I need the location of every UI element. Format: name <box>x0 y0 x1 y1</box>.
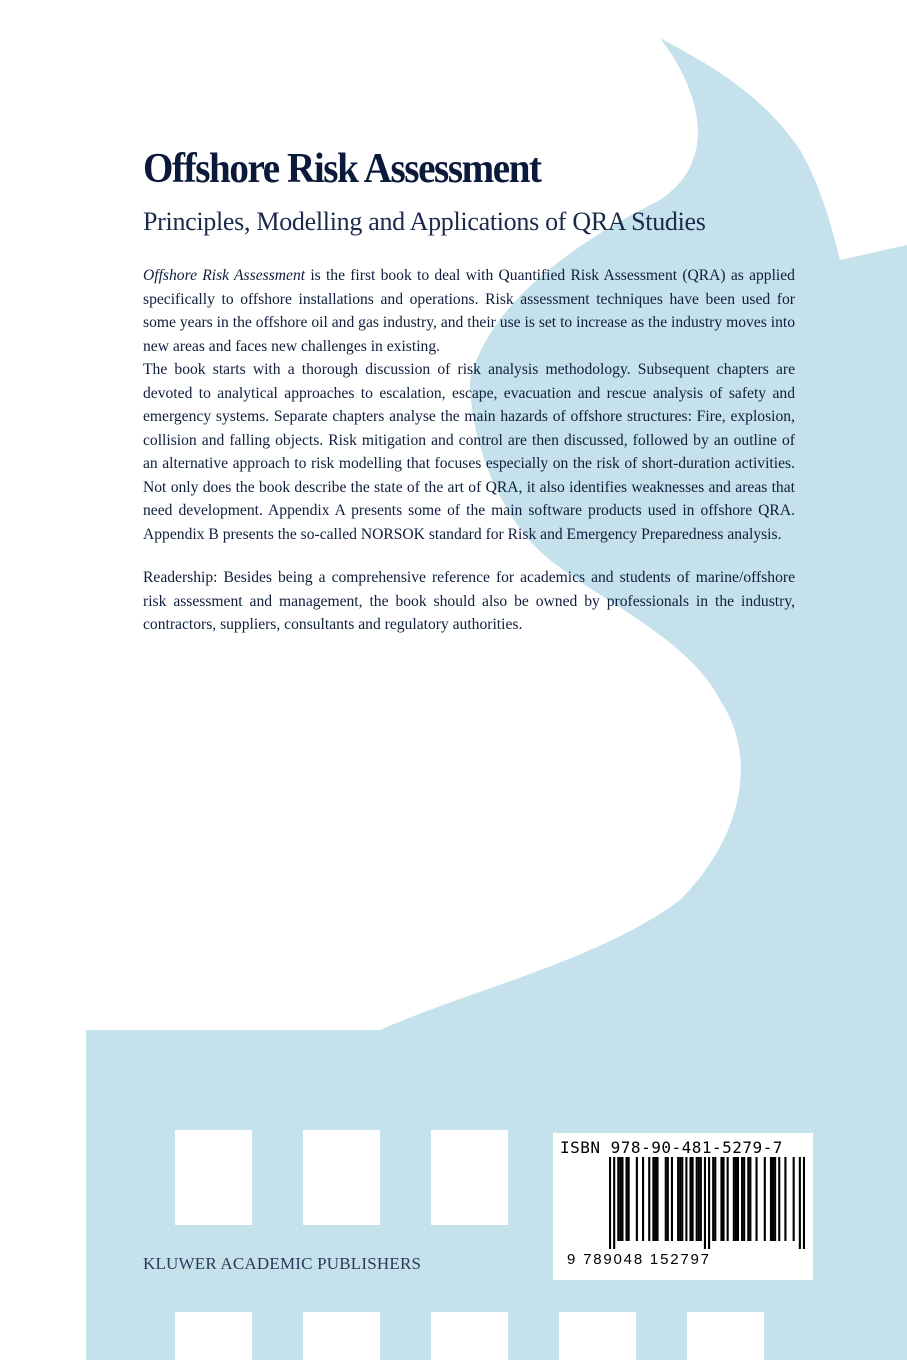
window-2 <box>303 1130 380 1225</box>
barcode-bar <box>720 1157 722 1241</box>
barcode-bar <box>784 1157 786 1241</box>
barcode-bar <box>747 1157 749 1241</box>
barcode-bar <box>714 1157 716 1241</box>
flame-inner-shape <box>600 690 710 830</box>
barcode-bar <box>755 1157 757 1241</box>
barcode-bar <box>793 1157 795 1241</box>
window-4 <box>175 1312 252 1360</box>
barcode-bar <box>671 1157 673 1241</box>
barcode-bar <box>642 1157 644 1241</box>
barcode-bar <box>700 1157 702 1241</box>
barcode-bar <box>733 1157 735 1241</box>
window-5 <box>303 1312 380 1360</box>
blurb-paragraph-2: The book starts with a thorough discussion of risk analysis methodology. Subsequent chapters are devoted to analytical approaches to escalation, escape, evacuation and rescue analysis of safety and emergency systems. Separate chapters analyse the main hazards of offshore structures: Fire, explosion, collision and falling objects. Risk mitigation and control are then discussed, followed by an outline of an alternative approach to risk modelling that focuses especially on the risk of short-duration activities. Not only does the book describe the state of the art of QRA, it also identifies weaknesses and areas that need development. Appendix A presents some of the main software products used in offshore QRA. Appendix B presents the so-called NORSOK standard for Risk and Emergency Preparedness analysis. <box>143 361 795 543</box>
barcode-bar <box>685 1157 687 1241</box>
barcode-bar <box>692 1157 694 1241</box>
barcode-bar <box>708 1157 710 1249</box>
ean-digits: 9 789048 152797 <box>567 1251 711 1268</box>
barcode-bar <box>628 1157 630 1241</box>
blurb-paragraph-1 <box>143 264 795 358</box>
blurb-lead-title: Offshore Risk Assessment <box>143 267 306 284</box>
barcode-bar <box>722 1157 724 1241</box>
barcode-bar <box>613 1157 615 1249</box>
barcode-bar <box>774 1157 776 1241</box>
barcode-bar <box>770 1157 772 1241</box>
barcode-bar <box>652 1157 654 1241</box>
barcode-bar <box>737 1157 739 1241</box>
blurb <box>143 264 795 637</box>
barcode-bar <box>636 1157 638 1241</box>
barcode-bar <box>735 1157 737 1241</box>
window-6 <box>431 1312 508 1360</box>
barcode-bar <box>764 1157 766 1241</box>
barcode-bar <box>621 1157 623 1241</box>
barcode-box <box>553 1133 813 1280</box>
barcode-bar <box>727 1157 729 1241</box>
barcode-bar <box>667 1157 669 1241</box>
barcode-bar <box>681 1157 683 1241</box>
barcode-bar <box>619 1157 621 1241</box>
barcode-bar <box>741 1157 743 1241</box>
barcode-bar <box>648 1157 650 1241</box>
barcode-bar <box>712 1157 714 1241</box>
barcode-bar <box>749 1157 751 1241</box>
book-subtitle: Principles, Modelling and Applications of QRA Studies <box>143 207 706 236</box>
barcode-bar <box>665 1157 667 1241</box>
barcode-bar <box>704 1157 706 1249</box>
window-1 <box>175 1130 252 1225</box>
barcode-bar <box>679 1157 681 1241</box>
barcode-bar <box>654 1157 656 1241</box>
barcode-bar <box>696 1157 698 1241</box>
readership-paragraph: Readership: Besides being a comprehensive reference for academics and students of marine/offshore risk assessment and management, the book should also be owned by professionals in the industry, contractors, suppliers, consultants and regulatory authorities. <box>143 569 795 633</box>
barcode-bar <box>677 1157 679 1241</box>
barcode-bar <box>772 1157 774 1241</box>
barcode-bar <box>778 1157 780 1241</box>
isbn-label: ISBN 978-90-481-5279-7 <box>560 1138 783 1157</box>
barcode-bar <box>689 1157 691 1241</box>
barcode-bar <box>617 1157 619 1241</box>
barcode-bar <box>656 1157 658 1241</box>
blurb-paragraph-1-text: is the first book to deal with Quantified Risk Assessment (QRA) as applied specifically to offshore installations and operations. Risk assessment techniques have been used for some years in the offshore oil and gas industry, and their use is set to increase as the industry moves into new areas and faces new challenges in existing. <box>143 267 795 355</box>
window-8 <box>687 1312 764 1360</box>
back-cover-content <box>143 140 795 637</box>
barcode-bars <box>609 1157 805 1249</box>
barcode-bar <box>743 1157 745 1241</box>
window-7 <box>559 1312 636 1360</box>
publisher-name: KLUWER ACADEMIC PUBLISHERS <box>143 1254 422 1273</box>
barcode-bar <box>698 1157 700 1241</box>
barcode-bar <box>799 1157 801 1249</box>
barcode-bar <box>626 1157 628 1241</box>
window-3 <box>431 1130 508 1225</box>
book-title: Offshore Risk Assessment <box>143 146 541 192</box>
barcode-bar <box>803 1157 805 1249</box>
barcode-bar <box>609 1157 611 1249</box>
